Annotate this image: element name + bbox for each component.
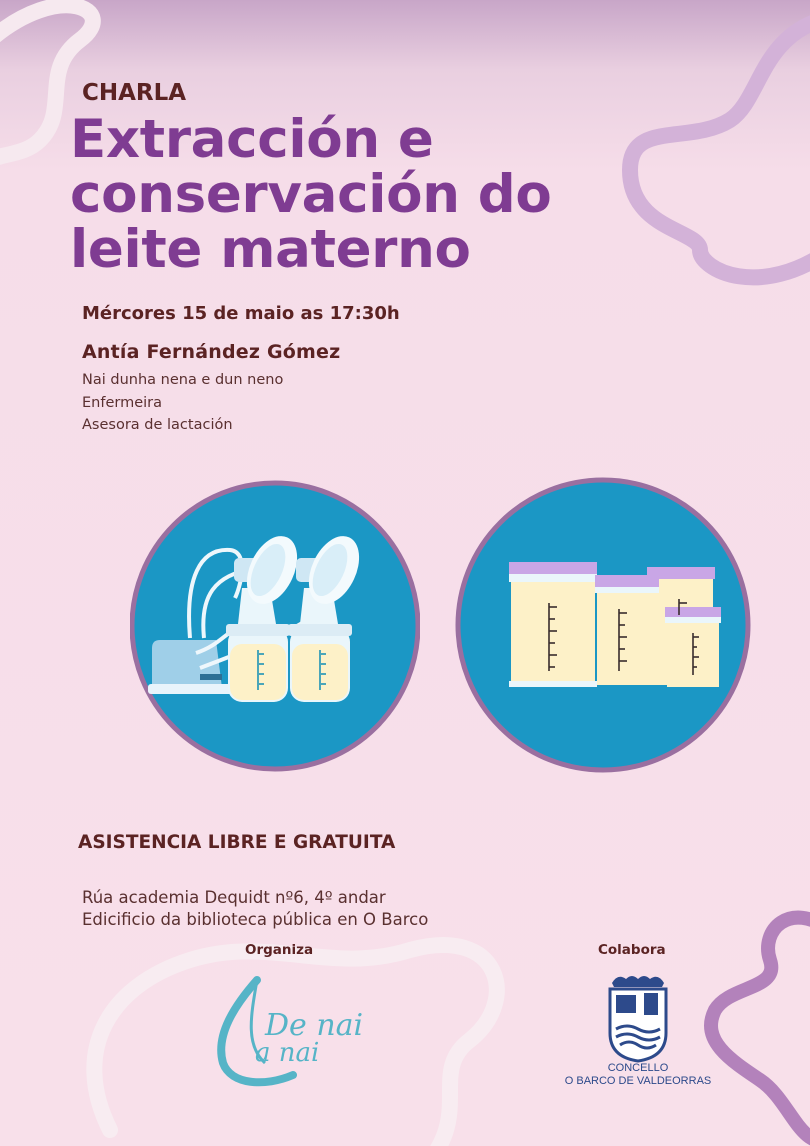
speaker-role-1: Nai dunha nena e dun neno <box>82 372 284 388</box>
milk-storage-bags-icon <box>455 475 751 775</box>
breast-pump-icon <box>130 478 420 774</box>
logo-text-1: De nai <box>265 1008 364 1043</box>
de-nai-a-nai-logo <box>205 975 395 1095</box>
collaborator-label: Colabora <box>598 942 666 958</box>
title-line-1: Extracción e <box>70 109 434 170</box>
address-line-2: Edicificio da biblioteca pública en O Barco <box>82 910 429 929</box>
collaborator-caption-1: CONCELLO <box>607 1062 669 1074</box>
concello-crest-icon <box>598 973 678 1063</box>
event-date: Mércores 15 de maio as 17:30h <box>82 303 400 324</box>
title-line-2: conservación do <box>70 164 552 225</box>
attendance-note: ASISTENCIA LIBRE E GRATUITA <box>78 832 396 853</box>
speaker-role-3: Asesora de lactación <box>82 417 233 433</box>
collaborator-caption-2: O BARCO DE VALDEORRAS <box>564 1075 712 1087</box>
speaker-role-2: Enfermeira <box>82 395 163 411</box>
organizer-label: Organiza <box>245 942 314 958</box>
kicker-label: CHARLA <box>82 80 187 106</box>
logo-text-2: a nai <box>255 1038 320 1068</box>
event-title <box>70 109 710 280</box>
speaker-name: Antía Fernández Gómez <box>82 341 341 363</box>
title-line-3: leite materno <box>70 219 471 280</box>
address-line-1: Rúa academia Dequidt nº6, 4º andar <box>82 888 386 907</box>
